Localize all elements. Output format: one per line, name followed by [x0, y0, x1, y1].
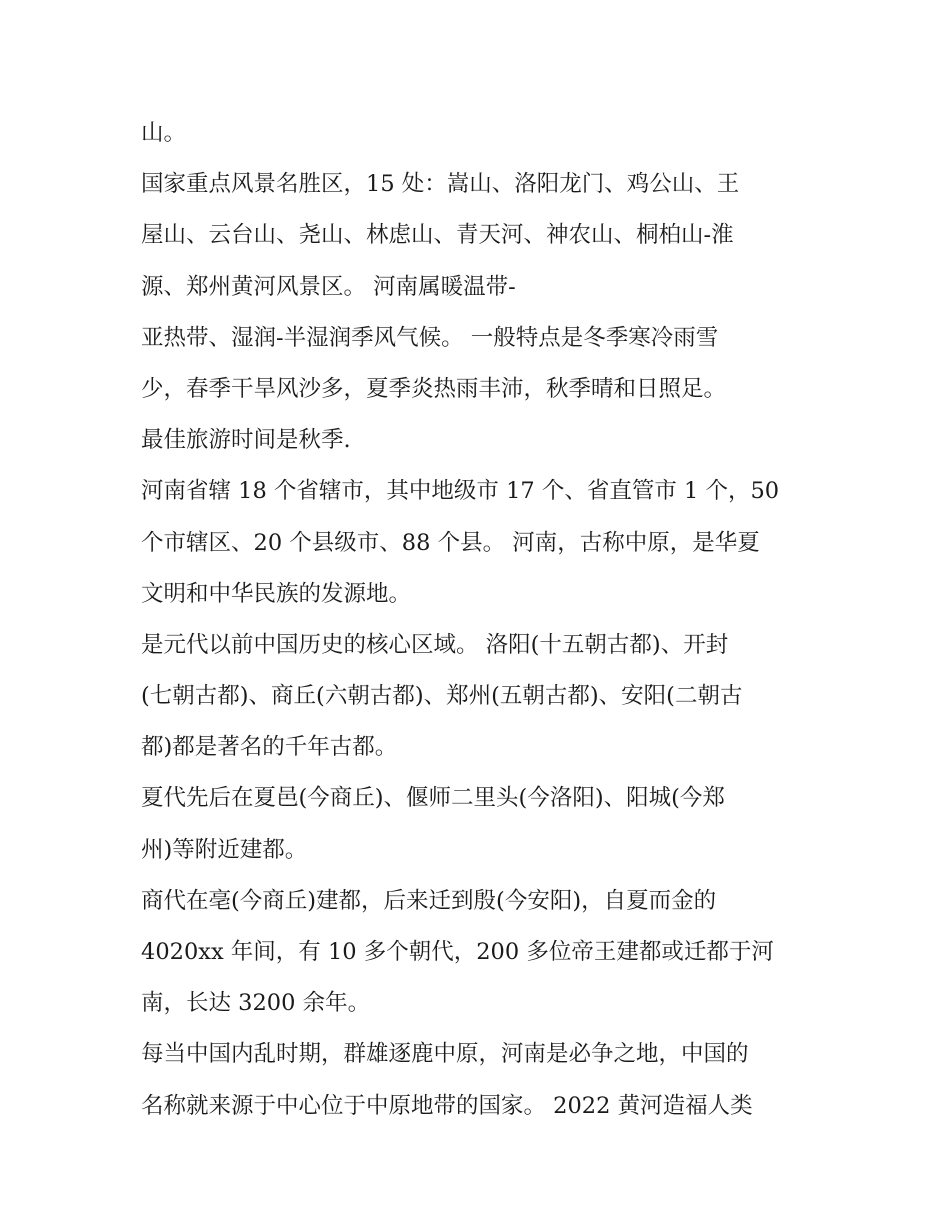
text-line: (七朝古都)、商丘(六朝古都)、郑州(五朝古都)、安阳(二朝古 — [141, 683, 743, 710]
text-line: 每当中国内乱时期，群雄逐鹿中原，河南是必争之地，中国的 — [141, 1041, 749, 1068]
text-line: 都)都是著名的千年古都。 — [141, 734, 398, 761]
text-line: 名称就来源于中心位于中原地带的国家。 2022 黄河造福人类 — [141, 1092, 753, 1119]
text-line: 夏代先后在夏邑(今商丘)、偃师二里头(今洛阳)、阳城(今郑 — [141, 785, 725, 812]
text-line: 商代在亳(今商丘)建都，后来迁到殷(今安阳)，自夏而金的 — [141, 887, 717, 914]
text-line: 南，长达 3200 余年。 — [141, 990, 371, 1017]
text-line: 文明和中华民族的发源地。 — [141, 580, 412, 607]
text-line: 国家重点风景名胜区，15 处：嵩山、洛阳龙门、鸡公山、王 — [141, 171, 740, 198]
text-line: 州)等附近建都。 — [141, 836, 308, 863]
text-line: 是元代以前中国历史的核心区域。 洛阳(十五朝古都)、开封 — [141, 631, 729, 658]
text-line: 源、郑州黄河风景区。 河南属暖温带- — [141, 273, 516, 300]
text-line: 山。 — [141, 120, 187, 146]
text-line: 4020xx 年间，有 10 多个朝代，200 多位帝王建都或迁都于河 — [141, 939, 774, 965]
text-line: 亚热带、湿润-半湿润季风气候。 一般特点是冬季寒冷雨雪 — [141, 324, 719, 351]
document-text-body — [141, 108, 841, 1132]
text-line: 个市辖区、20 个县级市、88 个县。 河南，古称中原，是华夏 — [141, 529, 760, 556]
text-line: 最佳旅游时间是秋季. — [141, 427, 351, 454]
text-line: 少，春季干旱风沙多，夏季炎热雨丰沛，秋季晴和日照足。 — [141, 375, 727, 402]
text-line: 屋山、云台山、尧山、林虑山、青天河、神农山、桐柏山-淮 — [141, 222, 734, 249]
text-line: 河南省辖 18 个省辖市，其中地级市 17 个、省直管市 1 个，50 — [141, 478, 780, 505]
